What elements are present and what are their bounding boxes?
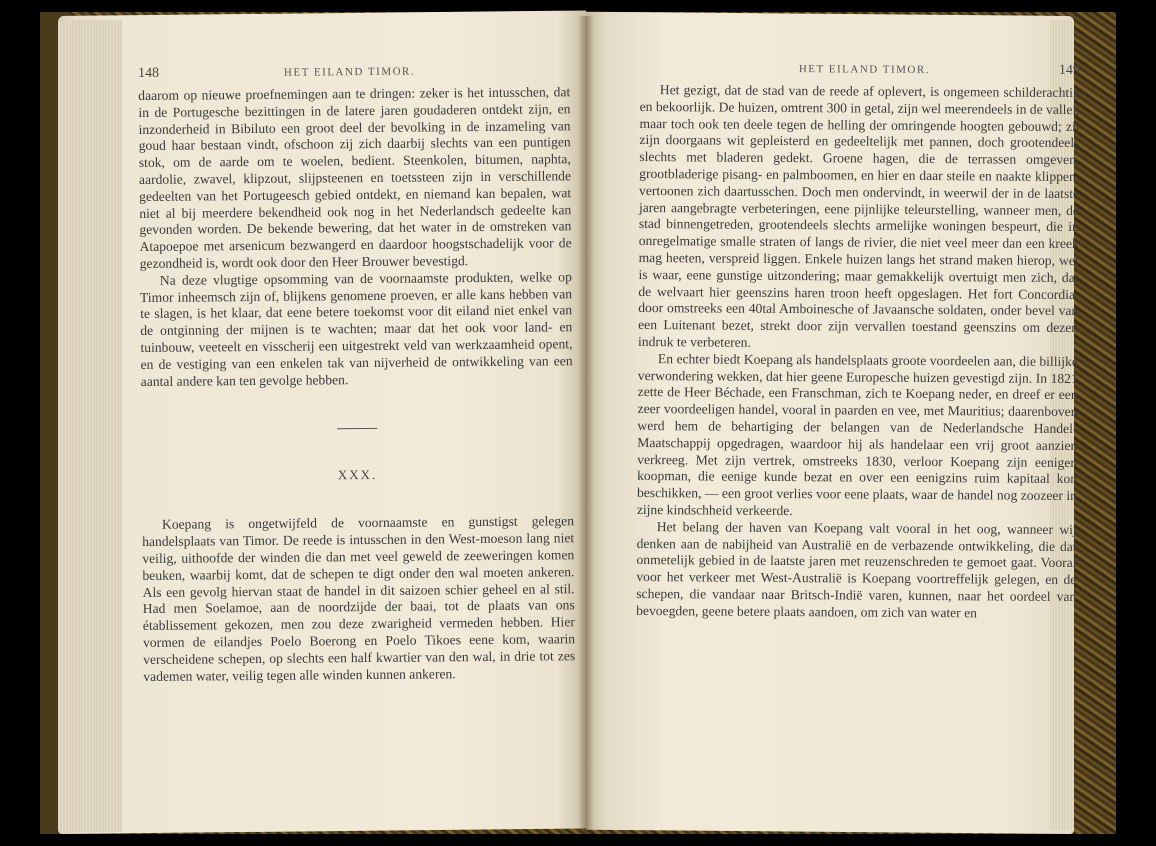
section-rule [337,428,377,429]
right-page-number: 149 [1058,62,1080,79]
section-heading: XXX. [337,467,378,483]
right-running-header [640,60,1080,85]
left-paragraph-2: Na deze vlugtige opsomming van de voornaamste produkten, welke op Timor inheemsch zijn of, blijkens genomene proeven, er alle kans hebben van te slagen, is het klaar, dat eene betere toekomst voor dit eiland niet enkel van de ontginning der mijnen is te wachten; maar dat het ook voor land- en tuinbouw, veeteelt en visscherij een uitgestrekt veld van werkzaamheid opent, en de vestiging van een enkelen tak van nijverheid de ontwikkeling van een aantal andere kan ten gevolge hebben. [139,268,573,389]
left-page-number: 148 [138,65,160,81]
right-running-head: HET EILAND TIMOR. [798,63,931,77]
left-page-edges [58,20,122,832]
left-paragraph-3: Koepang is ongetwijfeld de voornaamste en gunstigst gelegen handelsplaats van Timor. De reede is intusschen in den West-moeson lang niet veilig, uithoofde der winden die dan met veel geweld de zeeweringen komen beuken, waarbij komt, dat de schepen te digt onder den wal moeten ankeren. Als een gevolg hiervan staat de handel in dit saizoen schier geheel en al stil. Had men Soelamoe, aan de noordzijde der baai, tot de plaats van ons établissement gekozen, men zou deze zwarigheid vermeden hebben. Hier vormen de eilandjes Poelo Boerong en Poelo Tikoes eene kom, waarin verscheidene schepen, op slechts een half kwartier van den wal, in drie tot zes vademen water, veilig tegen alle winden kunnen ankeren. [142,513,576,684]
left-page-content [138,62,575,685]
right-paragraph-2: En echter biedt Koepang als handelsplaats groote voordeelen aan, die billijke verwondering wekken, dat hier geene Europesche huizen gevestigd zijn. In 1821 zette de Heer Béchade, een Franschman, zich te Koepang neder, en dreef er een zeer voordeeligen handel, vooral in paarden en vee, met Mauritius; daarenboven werd hem de behartiging der belangen van de Nederlandsche Handel-Maatschappij opgedragen, waardoor hij als handelaar een vrij groot aanzien verkreeg. Met zijn vertrek, omstreeks 1830, verloor Koepang zijn eenigen koopman, die eenige kunde bezat en over een eenigzins ruim kapitaal kon beschikken, — een groot verlies voor eene plaats, waar de handel nog zoozeer in zijne kindschheid verkeerde. [636,350,1078,518]
left-running-head: HET EILAND TIMOR. [283,65,416,79]
book-gutter [578,16,594,834]
right-paragraph-1: Het gezigt, dat de stad van de reede af oplevert, is ongemeen schilderachtig en bekoorlijk. De huizen, omtrent 300 in getal, zijn wel meerendeels in de vallei, maar toch ook ten deele tegen de helling der omringende hoogten gebouwd; zij zijn doorgaans wit gepleisterd en gedeeltelijk met pannen, doch grootendeels slechts met bladeren gedekt. Groene hagen, die de terrassen omgeven, grootbladerige pisang- en palmboomen, en hier en daar steile en naakte klippen, vertoonen zich daartusschen. Doch men ondervindt, in weerwil der in de laatste jaren aangebragte verbeteringen, eene pijnlijke teleurstelling, wanneer men, de stad binnengetreden, grootendeels slechts armelijke woningen bespeurt, die in onregelmatige smalle straten of langs de rivier, die niet veel meer dan een kreek mag heeten, verspreid liggen. Enkele huizen langs het strand maken hierop, wel is waar, eene gunstige uitzondering; maar gemakkelijk overtuigt men zich, dat de welvaart hier geenszins haren troon heeft opgeslagen. Het fort Concordia, door omstreeks een 40tal Amboinesche of Javaansche soldaten, onder bevel van een Luitenant bezet, strekt door zijn vervallen toestand geenszins om dezen indruk te verbeteren. [637,82,1080,350]
right-paragraph-3: Het belang der haven van Koepang valt vooral in het oog, wanneer wij denken aan de nabijheid van Australië en de verbazende ontwikkeling, die dat onmetelijk gebied in de laatste jaren met reuzenschreden te gemoet gaat. Vooral voor het verkeer met West-Australië is Koepang voortreffelijk gelegen, en de schepen, die vandaar naar Britsch-Indië varen, kunnen, naar het oordeel van bevoegden, geene betere plaats aandoen, om zich van water en [636,518,1077,621]
right-page-wrap [618,0,1078,846]
left-paragraph-1: daarom op nieuwe proefnemingen aan te dringen: zeker is het intusschen, dat in de Portugesche bezittingen in de latere jaren goudaderen ontdekt zijn, en inzonderheid in Bibiluto een groot deel der bevolking in de inzameling van goud haar bestaan vindt, ofschoon zij zich daarbij slechts van een puntigen stok, om de aarde om te woelen, bedient. Steenkolen, bitumen, naphta, aardolie, zwavel, klipzout, slijpsteenen en toetssteen zijn in verschillende gedeelten van het Portugeesch gebied ontdekt, en niemand kan bepalen, wat niet al bij meerdere bekendheid ook nog in het Nederlandsch gedeelte kan gevonden worden. De bekende bewering, dat het water in de omstreken van Atapoepoe met arsenicum bezwangerd en daardoor hoogstschadelijk voor de gezondheid is, wordt ook door den Heer Brouwer bevestigd. [138,84,572,271]
right-page-content [636,60,1080,623]
